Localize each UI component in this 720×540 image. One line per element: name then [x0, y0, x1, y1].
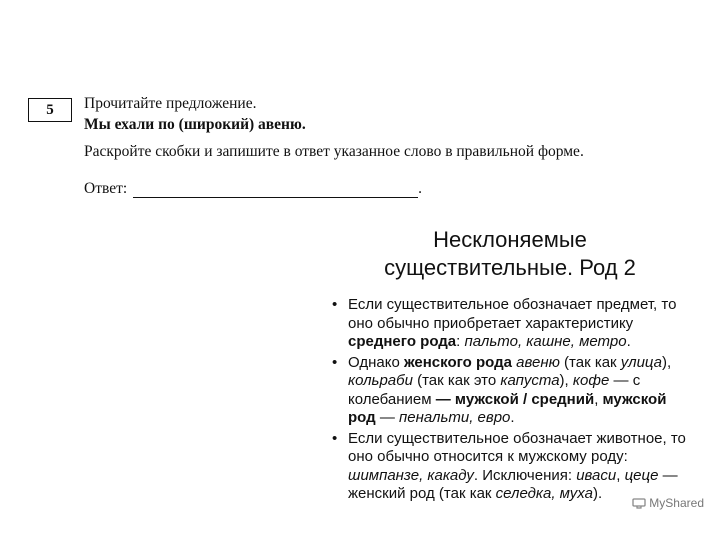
slide-title: [340, 226, 680, 282]
slide-title-line2: существительные. Род 2: [384, 255, 636, 280]
bullet-text: Однако: [348, 353, 404, 371]
bullet-bold: — мужской / средний: [435, 390, 595, 408]
bullet-item-exceptions: [326, 354, 698, 428]
bullet-example: иваси: [576, 466, 617, 484]
answer-row: [84, 179, 594, 198]
task-prompt: Раскройте скобки и запишите в ответ указанное слово в правильной форме.: [84, 143, 584, 160]
bullet-text: ,: [616, 466, 625, 484]
watermark-text: MyShared: [649, 496, 704, 510]
task-sentence: Мы ехали по (широкий) авеню.: [84, 116, 306, 133]
bullet-text: ,: [594, 390, 603, 408]
slide-title-line1: Несклоняемые: [433, 227, 587, 252]
bullet-item-animals: [326, 430, 698, 504]
bullet-text: . Исключения:: [473, 466, 577, 484]
bullet-text: Если существительное обозначает предмет, то оно обычно приобретает характеристику: [348, 296, 677, 332]
bullet-bold: среднего рода: [348, 333, 457, 350]
bullet-text: —: [375, 409, 399, 426]
bullet-dot: •: [332, 353, 338, 371]
task-number-box: 5: [28, 98, 72, 122]
bullet-example: пальто, кашне, метро: [464, 333, 627, 350]
bullet-text: :: [456, 333, 465, 350]
bullet-text: — с колебанием: [348, 372, 641, 408]
bullet-example: шимпанзе, какаду: [348, 466, 474, 484]
bullet-example: селедка, муха: [495, 485, 593, 502]
bullet-dot: •: [332, 429, 338, 447]
answer-end: .: [418, 180, 423, 197]
task-instruction: Прочитайте предложение.: [84, 95, 257, 112]
bullet-text: .: [626, 333, 631, 350]
myshared-logo-icon: [632, 497, 646, 509]
bullet-bold: женского рода: [403, 353, 512, 371]
bullet-item-neuter: [326, 296, 698, 352]
bullet-example: кофе: [572, 372, 610, 389]
bullet-text: ),: [559, 372, 573, 389]
answer-blank-line[interactable]: [133, 183, 418, 198]
bullet-text: ).: [592, 485, 603, 502]
task-text: [84, 94, 594, 198]
bullet-example: пенальти, евро: [399, 409, 511, 426]
answer-label: Ответ:: [84, 180, 128, 197]
bullet-text: .: [510, 409, 515, 426]
bullet-example: капуста: [500, 372, 560, 389]
myshared-watermark[interactable]: [632, 496, 704, 510]
bullet-example: улица: [620, 353, 663, 371]
rule-bullet-list: [326, 296, 698, 506]
bullet-example: авеню: [516, 353, 560, 371]
bullet-bold: мужской род: [348, 390, 667, 426]
bullet-text: ),: [662, 353, 672, 371]
bullet-example: цеце: [624, 466, 659, 484]
bullet-text: — женский род (так как: [348, 466, 678, 502]
bullet-example: кольраби: [348, 372, 413, 389]
bullet-text: Если существительное обозначает животное, то оно обычно относится к мужскому роду:: [348, 429, 686, 465]
bullet-text: (так как это: [412, 372, 501, 389]
bullet-text: (так как: [559, 353, 621, 371]
bullet-dot: •: [332, 296, 338, 313]
